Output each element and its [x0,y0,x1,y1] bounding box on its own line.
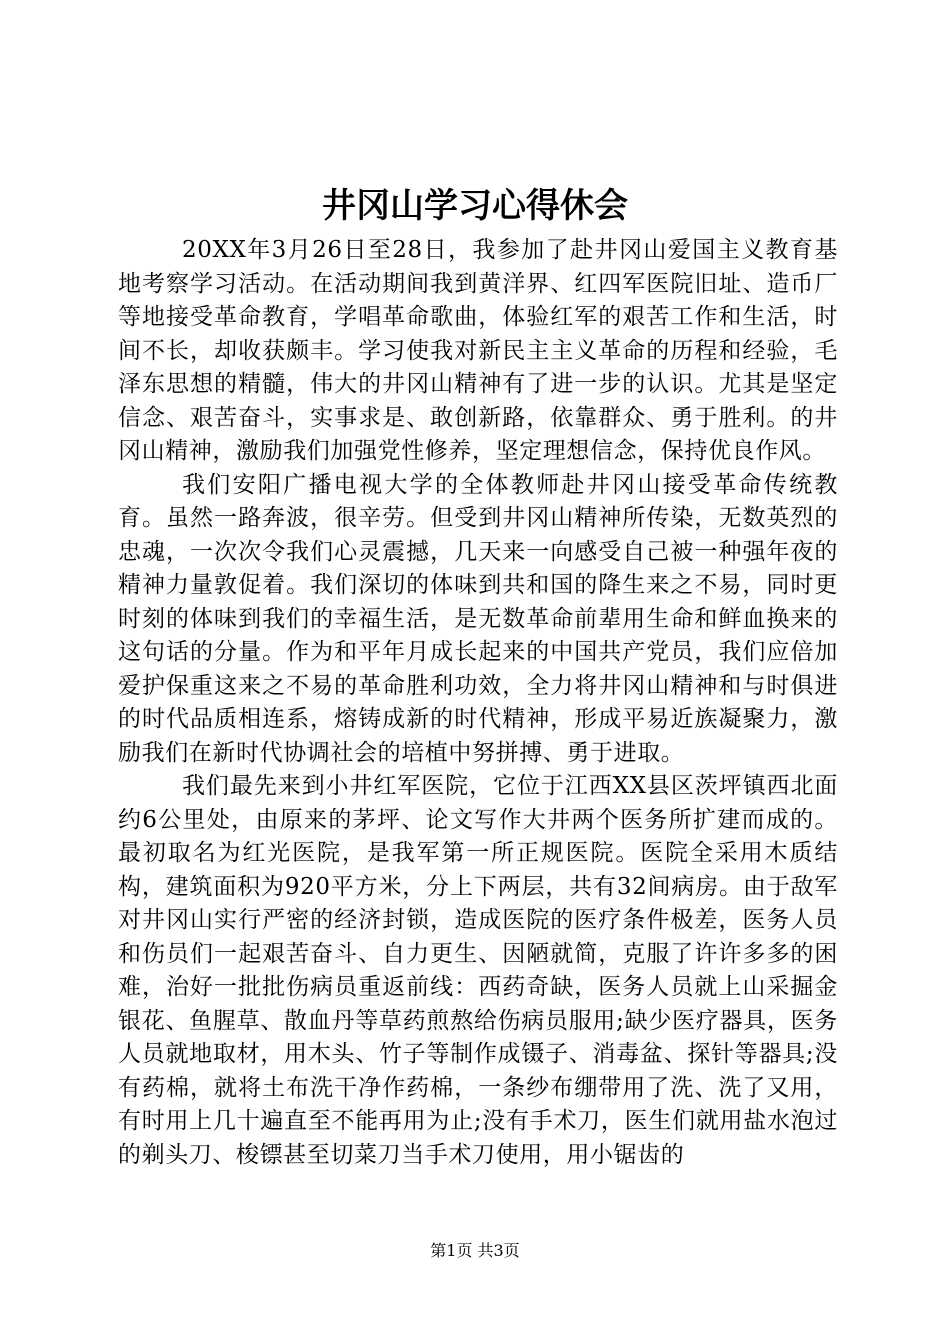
page-footer: 第1页 共3页 [430,1241,520,1260]
paragraph-1: 20XX年3月26日至28日，我参加了赴井冈山爱国主义教育基地考察学习活动。在活动期间我到黄洋界、红四军医院旧址、造币厂等地接受革命教育，学唱革命歌曲，体验红军的艰苦工作和生活，时间不长，却收获颇丰。学习使我对新民主主义革命的历程和经验，毛泽东思想的精髓，伟大的井冈山精神有了进一步的认识。尤其是坚定信念、艰苦奋斗，实事求是、敢创新路，依靠群众、勇于胜利。的井冈山精神，激励我们加强党性修养，坚定理想信念，保持优良作风。 [118,237,838,464]
document-body [118,234,838,1172]
paragraph-3: 我们最先来到小井红军医院，它位于江西XX县区茨坪镇西北面约6公里处，由原来的茅坪、论文写作大井两个医务所扩建而成的。最初取名为红光医院，是我军第一所正规医院。医院全采用木质结构，建筑面积为920平方米，分上下两层，共有32间病房。由于敌军对井冈山实行严密的经济封锁，造成医院的医疗条件极差，医务人员和伤员们一起艰苦奋斗、自力更生、因陋就简，克服了许许多多的困难，治好一批批伤病员重返前线：西药奇缺，医务人员就上山采掘金银花、鱼腥草、散血丹等草药煎熬给伤病员服用;缺少医疗器具，医务人员就地取材，用木头、竹子等制作成镊子、消毒盆、探针等器具;没有药棉，就将土布洗干净作药棉，一条纱布绷带用了洗、洗了又用，有时用上几十遍直至不能再用为止;没有手术刀，医生们就用盐水泡过的剃头刀、梭镖甚至切菜刀当手术刀使用，用小锯齿的 [118,773,838,1168]
paragraph-2: 我们安阳广播电视大学的全体教师赴井冈山接受革命传统教育。虽然一路奔波，很辛劳。但受到井冈山精神所传染，无数英烈的忠魂，一次次令我们心灵震撼，几天来一向感受自己被一种强年夜的精神力量敦促着。我们深切的体味到共和国的降生来之不易，同时更时刻的体味到我们的幸福生活，是无数革命前辈用生命和鲜血换来的这句话的分量。作为和平年月成长起来的中国共产党员，我们应倍加爱护保重这来之不易的革命胜利功效，全力将井冈山精神和与时俱进的时代品质相连系，熔铸成新的时代精神，形成平易近族凝聚力，激励我们在新时代协调社会的培植中努拼搏、勇于进取。 [118,471,838,766]
document-title: 井冈山学习心得休会 [322,186,628,226]
